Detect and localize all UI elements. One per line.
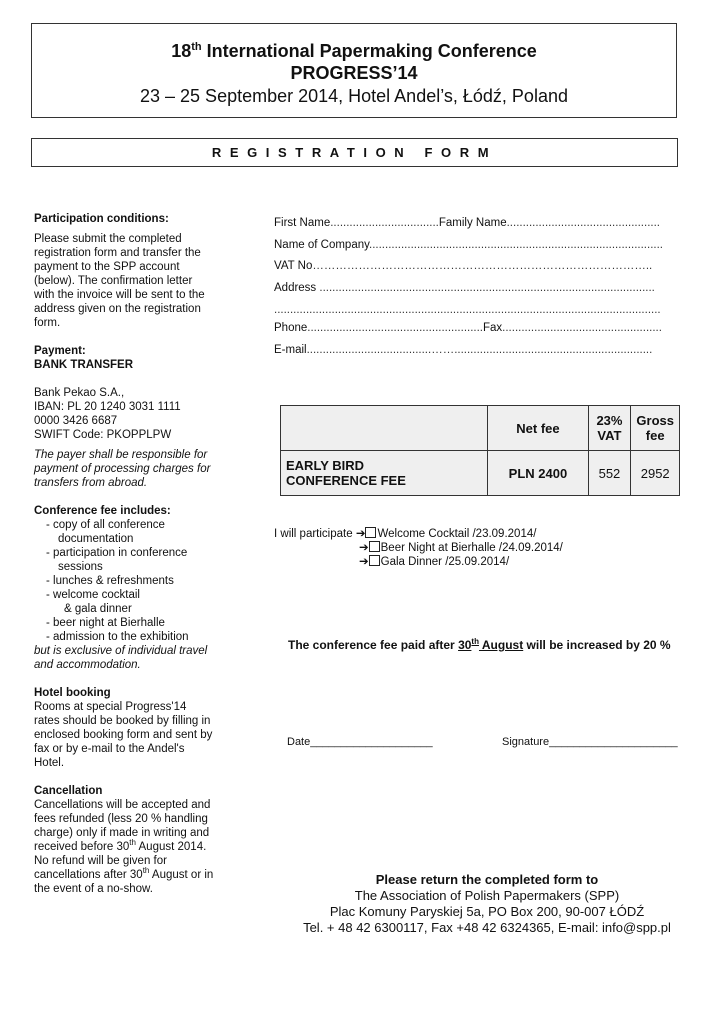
org-contact: Tel. + 48 42 6300117, Fax +48 42 6324365, E-mail: info@spp.pl: [303, 920, 671, 935]
fax-label: Fax: [483, 322, 503, 334]
signature-label: Signature: [502, 736, 550, 748]
signature-row: [502, 736, 678, 748]
vat-value: 552: [588, 451, 631, 496]
includes-heading: Conference fee includes:: [34, 505, 171, 517]
net-fee-value: PLN 2400: [488, 451, 588, 496]
late-fee-notice: The conference fee paid after 30th August will be increased by 20 %: [288, 637, 671, 652]
participate-row-2: [359, 541, 563, 555]
table-header-row: [281, 406, 680, 451]
company-label: Name of Company: [274, 239, 370, 251]
company-field[interactable]: ............................................................................................: [369, 239, 663, 251]
fee-row-label: EARLY BIRD CONFERENCE FEE: [281, 451, 488, 496]
address-row-2: [274, 303, 661, 317]
arrow-right-icon: ➔: [359, 542, 369, 554]
fax-field[interactable]: ..................................................: [502, 322, 662, 334]
left-info-column: [34, 212, 214, 896]
conference-title: [32, 36, 676, 62]
email-label: E-mail: [274, 344, 307, 356]
vat-row: [274, 259, 652, 273]
cancellation-heading: Cancellation: [34, 785, 103, 797]
bank-line: SWIFT Code: PKOPPLPW: [34, 429, 172, 441]
participate-row-3: [359, 555, 509, 569]
return-address: [287, 872, 687, 936]
gala-dinner-checkbox[interactable]: [369, 555, 380, 566]
title-ordinal: th: [191, 41, 202, 53]
org-address: Plac Komuny Paryskiej 5a, PO Box 200, 90-007 ŁÓDŹ: [329, 904, 645, 919]
participation-text: Please submit the completed registration form and transfer the payment to the SPP account (below). The confirmation letter with the invoice will be sent to the address given on the registration form.: [34, 233, 205, 329]
vat-label: VAT No: [274, 260, 313, 272]
cancellation-text: Cancellations will be accepted and fees refunded (less 20 % handling charge) only if made in writing and received before 30th August 2014. No refund will be given for cancellations after 30th August or in the event of a no-show.: [34, 799, 214, 895]
email-row: [274, 343, 652, 357]
bank-line: IBAN: PL 20 1240 3031 1111: [34, 401, 181, 413]
first-name-label: First Name: [274, 217, 331, 229]
list-item: - copy of all conference: [46, 519, 165, 531]
participation-heading: Participation conditions:: [34, 213, 169, 225]
net-fee-header: Net fee: [488, 406, 588, 451]
form-title: REGISTRATION FORM: [31, 138, 678, 167]
list-item-cont: sessions: [58, 561, 103, 573]
gala-dinner-label: Gala Dinner /25.09.2014/: [380, 556, 510, 568]
includes-list: [34, 518, 214, 644]
date-row: [287, 736, 433, 748]
gross-fee-header: Gross fee: [631, 406, 680, 451]
participate-row-1: [274, 527, 536, 541]
bank-line: 0000 3426 6687: [34, 415, 118, 427]
hotel-text: Rooms at special Progress'14 rates should be booked by filling in enclosed booking form and sent by fax or by e-mail to the Andel's Hotel.: [34, 701, 213, 769]
participate-label: I will participate: [274, 528, 353, 540]
arrow-right-icon: ➔: [355, 528, 366, 540]
signature-field[interactable]: _____________________: [549, 736, 678, 748]
conference-header: [31, 23, 677, 118]
vat-field[interactable]: ……………………………………………………………………………..: [312, 260, 653, 272]
vat-header: 23% VAT: [588, 406, 631, 451]
date-field[interactable]: ____________________: [310, 736, 433, 748]
address-field-line-2[interactable]: .........................................................................................................................: [274, 304, 661, 316]
family-name-field[interactable]: ................................................: [506, 217, 660, 229]
address-label: Address: [274, 282, 317, 294]
company-row: [274, 238, 663, 252]
list-item: - admission to the exhibition: [46, 631, 189, 643]
hotel-heading: Hotel booking: [34, 687, 111, 699]
title-number: 18: [171, 41, 192, 61]
phone-label: Phone: [274, 322, 308, 334]
first-name-field[interactable]: ..................................: [330, 217, 439, 229]
payment-method: BANK TRANSFER: [34, 359, 134, 371]
conference-subtitle: PROGRESS’14: [290, 63, 418, 83]
beer-night-label: Beer Night at Bierhalle /24.09.2014/: [380, 542, 563, 554]
gross-fee-value: 2952: [631, 451, 680, 496]
address-field[interactable]: .........................................................................................................: [316, 282, 655, 294]
payment-heading: Payment:: [34, 345, 86, 357]
email-field[interactable]: .......................................……..............................................................: [306, 344, 653, 356]
phone-fax-row: [274, 321, 662, 335]
family-name-label: Family Name: [438, 217, 507, 229]
list-item: - participation in conference: [46, 547, 188, 559]
name-fields-row: [274, 216, 660, 230]
list-item: - beer night at Bierhalle: [46, 617, 165, 629]
table-header-empty: [281, 406, 488, 451]
date-label: Date: [287, 736, 311, 748]
list-item-cont: documentation: [58, 533, 134, 545]
list-item: - welcome cocktail: [46, 589, 140, 601]
welcome-cocktail-label: Welcome Cocktail /23.09.2014/: [377, 528, 537, 540]
conference-dates-location: 23 – 25 September 2014, Hotel Andel’s, Łódź, Poland: [140, 86, 568, 106]
arrow-right-icon: ➔: [359, 556, 369, 568]
welcome-cocktail-checkbox[interactable]: [365, 527, 376, 538]
includes-note: but is exclusive of individual travel and accommodation.: [34, 645, 208, 671]
bank-line: Bank Pekao S.A.,: [34, 387, 125, 399]
return-heading: Please return the completed form to: [375, 872, 599, 887]
list-item-cont: & gala dinner: [64, 603, 132, 615]
table-row: [281, 451, 680, 496]
fee-table: [280, 405, 680, 496]
beer-night-checkbox[interactable]: [369, 541, 380, 552]
phone-field[interactable]: .......................................................: [307, 322, 483, 334]
list-item: - lunches & refreshments: [46, 575, 174, 587]
title-text: International Papermaking Conference: [201, 41, 537, 61]
org-name: The Association of Polish Papermakers (SPP): [354, 888, 620, 903]
payer-note: The payer shall be responsible for payment of processing charges for transfers from abroad.: [34, 449, 211, 489]
address-row: [274, 281, 655, 295]
